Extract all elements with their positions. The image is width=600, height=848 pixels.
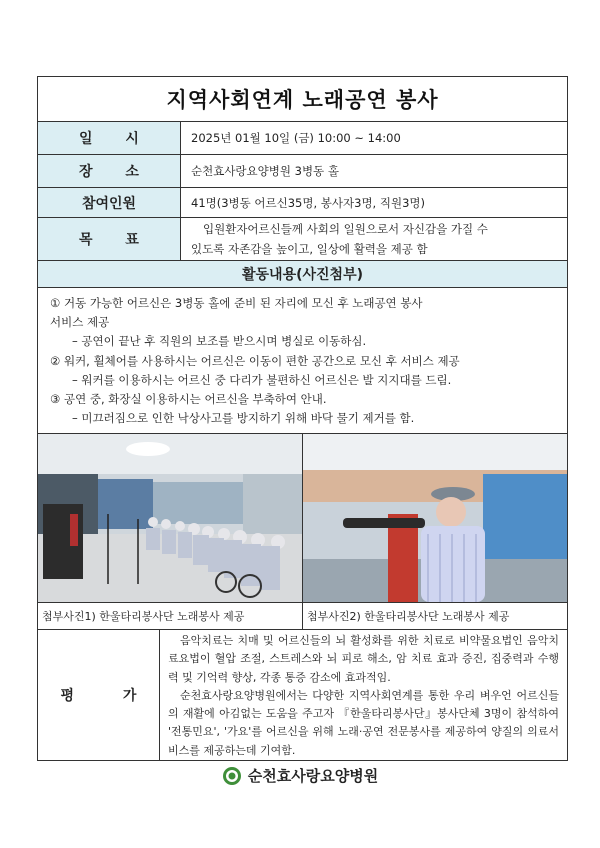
photo-1-caption: 첨부사진1) 한울타리봉사단 노래봉사 제공	[42, 610, 245, 623]
evaluation-paragraph-1: 음악치료는 치매 및 어르신들의 뇌 활성화를 위한 치료로 비약물요법인 음악치료요법이 혈압 조절, 스트레스와 뇌 피로 해소, 암 치료 효과 증진, 집중력과 수행력 및 기억력 향상, 각종 통증 감소에 효과적임.	[168, 634, 559, 684]
activity-line: ② 워커, 휠체어를 사용하시는 어르신은 이동이 편한 공간으로 모신 후 서비스 제공	[50, 353, 460, 368]
date-value: 2025년 01월 10일 (금) 10:00 ~ 14:00	[191, 131, 401, 145]
participants-label: 참여인원	[38, 188, 181, 217]
evaluation-row	[38, 630, 567, 760]
title-row	[38, 77, 567, 122]
activities-body	[38, 288, 567, 434]
place-row	[38, 155, 567, 188]
goal-label: 목 표	[38, 218, 181, 260]
activity-line: – 미끄러짐으로 인한 낙상사고를 방지하기 위해 바닥 물기 제거를 함.	[72, 411, 415, 426]
activity-line: 서비스 제공	[50, 315, 110, 330]
activity-line: ① 거동 가능한 어르신은 3병동 홀에 준비 된 자리에 모신 후 노래공연 봉사	[50, 296, 423, 310]
photo-2	[302, 434, 567, 602]
photo-2-image	[303, 434, 567, 602]
footer	[0, 765, 600, 786]
activity-line: – 워커를 이용하시는 어르신 중 다리가 불편하신 어르신은 발 지지대를 드림.	[72, 372, 452, 387]
participants-value: 41명(3병동 어르신35명, 봉사자3명, 직원3명)	[191, 195, 425, 210]
activity-line: ③ 공연 중, 화장실 이용하시는 어르신을 부축하여 안내.	[50, 392, 327, 407]
photo-1	[38, 434, 302, 602]
goal-row	[38, 218, 567, 261]
hospital-logo-icon	[222, 766, 242, 786]
evaluation-label: 평 가	[38, 630, 160, 760]
participants-row	[38, 188, 567, 218]
evaluation-text	[160, 630, 567, 760]
photo-1-image	[38, 434, 302, 602]
activity-line: – 공연이 끝난 후 직원의 보조를 받으시며 병실로 이동하심.	[72, 334, 367, 349]
date-row	[38, 122, 567, 155]
goal-line-2: 있도록 자존감을 높이고, 일상에 활력을 제공 함	[191, 242, 428, 256]
date-label: 일 시	[38, 122, 181, 154]
captions-row	[38, 603, 567, 630]
goal-line-1: 입원환자어르신들께 사회의 일원으로서 자신감을 가질 수	[203, 222, 488, 236]
hospital-name: 순천효사랑요양병원	[247, 767, 379, 785]
place-label: 장 소	[38, 155, 181, 187]
photo-2-caption: 첨부사진2) 한울타리봉사단 노래봉사 제공	[302, 603, 567, 629]
evaluation-paragraph-2: 순천효사랑요양병원에서는 다양한 지역사회연계를 통한 우리 벼우언 어르신들의 재활에 아김없는 도움을 주고자 『한울타리봉사단』봉사단체 3명이 참석하여 '전통민요', '가요'를 어르신을 위해 노래·공연 전문봉사를 제공하여 양질의 의료서비스를 제공하는데 기여함.	[168, 688, 559, 757]
place-value: 순천효사랑요양병원 3병동 홀	[191, 164, 339, 178]
photos-row	[38, 434, 567, 603]
activities-header: 활동내용(사진첨부)	[38, 261, 567, 288]
report-sheet	[37, 76, 568, 761]
page-title: 지역사회연계 노래공연 봉사	[166, 88, 439, 112]
goal-value	[181, 218, 567, 260]
